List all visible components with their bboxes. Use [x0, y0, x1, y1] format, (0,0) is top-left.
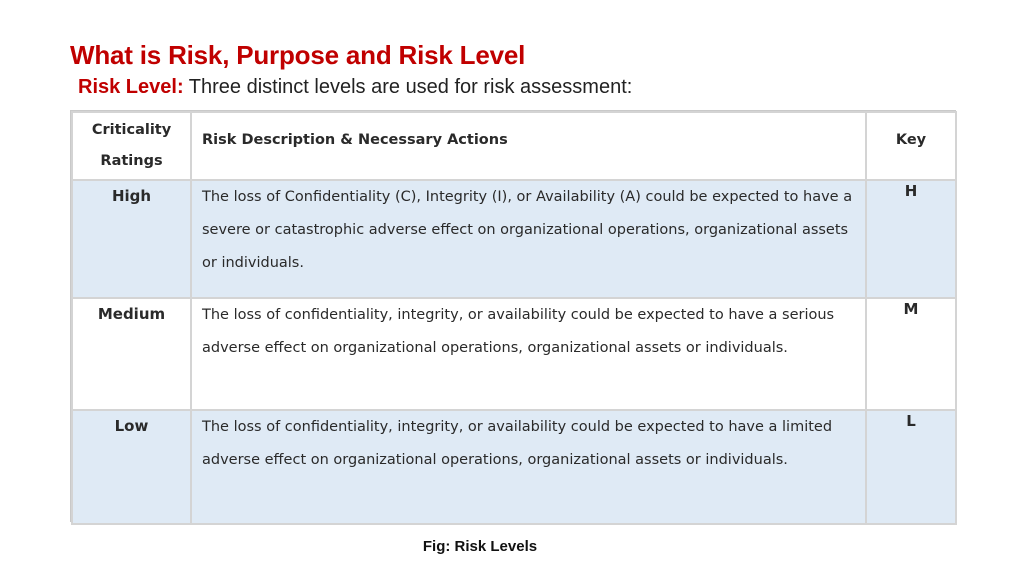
table-header-row: [72, 112, 956, 180]
table-row-medium: [72, 298, 956, 410]
table-row-low: [72, 410, 956, 524]
subtitle-label: Risk Level:: [78, 76, 184, 98]
header-rating-line2: Ratings: [100, 153, 163, 169]
header-rating-line1: Criticality: [91, 122, 172, 138]
description-cell: The loss of Confidentiality (C), Integrity (I), or Availability (A) could be expected to have a severe or catastrophic adverse effect on organizational operations, organizational assets or individuals.: [191, 180, 866, 298]
header-key: Key: [866, 112, 956, 180]
risk-levels-figure: [70, 110, 956, 522]
figure-caption: Fig: Risk Levels: [422, 538, 538, 555]
key-cell: M: [866, 298, 956, 410]
key-cell: L: [866, 410, 956, 524]
description-cell: The loss of confidentiality, integrity, or availability could be expected to have a limited adverse effect on organizational operations, organizational assets or individuals.: [191, 410, 866, 524]
subtitle-text: Three distinct levels are used for risk assessment:: [183, 76, 633, 98]
description-cell: The loss of confidentiality, integrity, or availability could be expected to have a serious adverse effect on organizational operations, organizational assets or individuals.: [191, 298, 866, 410]
risk-levels-table: [71, 111, 957, 525]
header-criticality-ratings: [72, 112, 191, 180]
rating-cell: Low: [72, 410, 191, 524]
header-risk-description: Risk Description & Necessary Actions: [191, 112, 866, 180]
subtitle: [78, 76, 632, 99]
rating-cell: High: [72, 180, 191, 298]
key-cell: H: [866, 180, 956, 298]
slide-title: What is Risk, Purpose and Risk Level: [70, 40, 526, 70]
table-row-high: [72, 180, 956, 298]
rating-cell: Medium: [72, 298, 191, 410]
